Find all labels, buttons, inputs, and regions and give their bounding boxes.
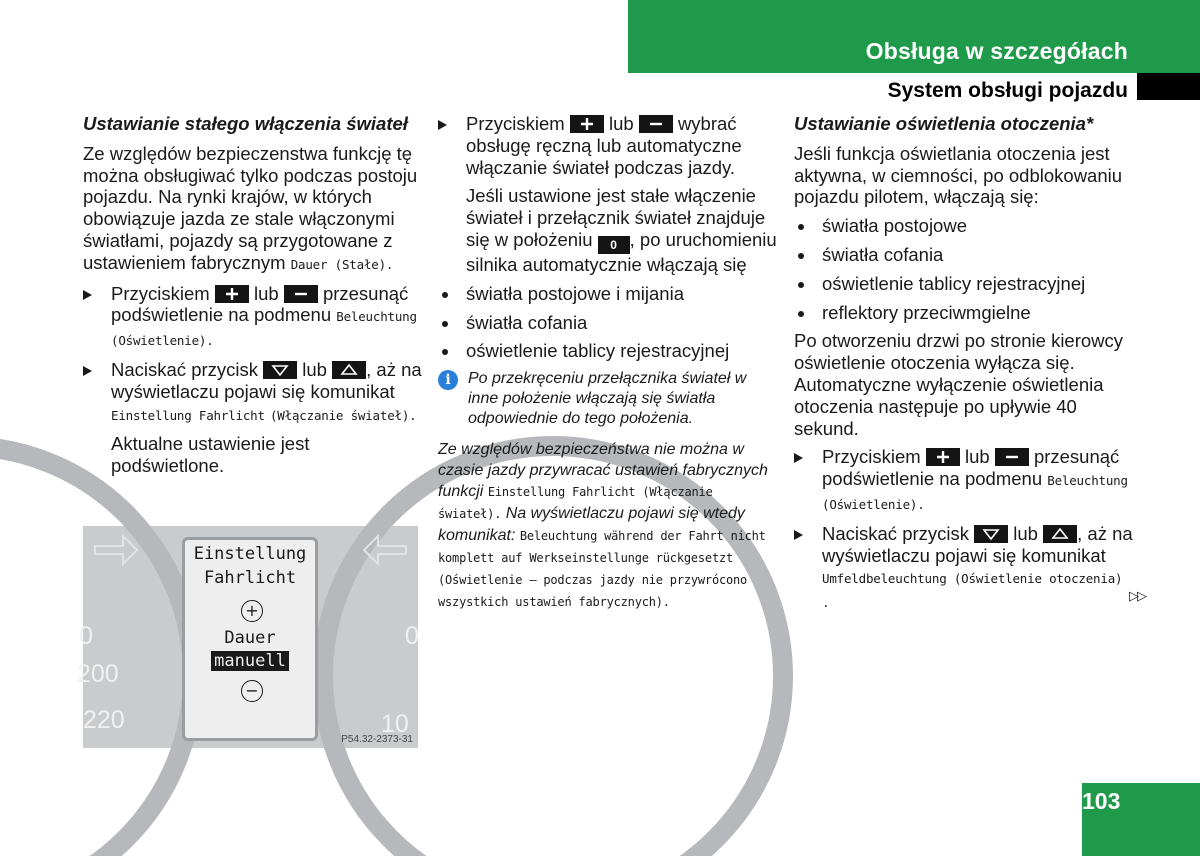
instrument-cluster-figure: [77, 526, 419, 748]
plus-key-icon: [570, 115, 604, 133]
info-icon: i: [438, 370, 458, 390]
step-arrow-icon: [438, 120, 447, 130]
list-item: reflektory przeciwmgielne: [794, 302, 1134, 324]
code-text: Umfeldbeleuchtung (Oświetlenie otoczenia) .: [822, 571, 1123, 611]
display-option-selected: manuell: [185, 651, 315, 671]
column-middle: [438, 113, 778, 613]
list-item: światła cofania: [794, 244, 1134, 266]
key-zero-icon: 0: [598, 236, 630, 254]
instruction-step: Przyciskiem lub wybrać obsługę ręczną lub automatyczne włączanie świateł podczas jazdy.: [438, 113, 778, 178]
gauge-label: 220: [83, 706, 125, 734]
list-item: światła cofania: [438, 312, 778, 334]
gauge-label: 0: [405, 622, 419, 650]
plus-key-icon: [926, 448, 960, 466]
display-line: Einstellung: [193, 544, 307, 564]
gauge-label: 0: [79, 622, 93, 650]
paragraph: Jeśli ustawione jest stałe włączenie świateł i przełącznik świateł znajduje się w położeniu 0 , po uruchomieniu silnika automatycznie włączają się: [466, 185, 777, 275]
continue-marker: ▷▷: [1129, 588, 1145, 603]
page-number: 103: [1082, 788, 1121, 814]
instruction-step: Przyciskiem lub przesunąć podświetlenie na podmenu Beleuchtung (Oświetlenie).: [83, 283, 423, 352]
intro-paragraph: Jeśli funkcja oświetlania otoczenia jest aktywna, w ciemności, po odblokowaniu pojazdu pilotem, włączają się:: [794, 142, 1123, 208]
intro-paragraph: Ze względów bezpieczenstwa funkcję tę można obsługiwać tylko podczas postoju pojazdu. Na rynki krajów, w których obowiązuje jazda ze stale włączonymi światłami, pojazdy są przygotowane z ustawieniem fabrycznym Dauer (Stałe).: [83, 142, 418, 273]
figure-label: P54.32-2373-31: [341, 734, 413, 745]
column-right: [794, 113, 1134, 621]
list-item: światła postojowe: [794, 215, 1134, 237]
code-text: Beleuchtung (Oświetlenie).: [822, 473, 1128, 512]
down-key-icon: [263, 361, 297, 379]
left-arrow-icon: [95, 536, 137, 564]
code-text: Beleuchtung während der Fahrt nicht komplett auf Werkseinstellunge rückgesetzt (Oświetlenie – podczas jazdy nie przywrócono wszystkich ustawień fabrycznych).: [438, 529, 766, 610]
display-option-dauer: Dauer: [224, 628, 276, 648]
step-arrow-icon: [83, 366, 92, 376]
header-tab-marker: [1137, 73, 1200, 100]
instruction-step: Naciskać przycisk lub , aż na wyświetlaczu pojawi się komunikat Einstellung Fahrlicht (Włączanie świateł).: [83, 359, 423, 426]
display-line: Fahrlicht: [203, 568, 297, 588]
heading-ambient-lighting: Ustawianie oświetlenia otoczenia*: [794, 113, 1094, 134]
multifunction-display: [182, 537, 318, 741]
paragraph: Po otworzeniu drzwi po stronie kierowcy oświetlenie otoczenia wyłącza się. Automatyczne wyłączenie oświetlenia otoczenia następuje po upływie 40 sekund.: [794, 330, 1124, 439]
step-arrow-icon: [794, 530, 803, 540]
step-arrow-icon: [794, 453, 803, 463]
instruction-step: Przyciskiem lub przesunąć podświetlenie na podmenu Beleuchtung (Oświetlenie).: [794, 446, 1134, 515]
gauge-label: 200: [77, 660, 119, 688]
code-text: (Włączanie świateł).: [269, 407, 417, 423]
code-text: Dauer (Stałe).: [290, 256, 394, 272]
minus-key-icon: [995, 448, 1029, 466]
minus-key-icon: [284, 285, 318, 303]
up-key-icon: [332, 361, 366, 379]
safety-note: Ze względów bezpieczeństwa nie można w czasie jazdy przywracać ustawień fabrycznych funkcji Einstellung Fahrlicht (Włączanie świateł). Na wyświetlaczu pojawi się wtedy komunikat: Beleuchtung während der Fahrt nicht komplett auf Werkseinstellunge rückgesetzt (Oświetlenie – podczas jazdy nie przywrócono wszystkich ustawień fabrycznych).: [438, 441, 768, 610]
plus-key-icon: [215, 285, 249, 303]
list-item: oświetlenie tablicy rejestracyjnej: [794, 273, 1134, 295]
code-text: Beleuchtung (Oświetlenie).: [111, 309, 417, 349]
list-item: oświetlenie tablicy rejestracyjnej: [438, 340, 778, 362]
code-text: Einstellung Fahrlicht: [111, 407, 265, 423]
step-arrow-icon: [83, 290, 92, 300]
section-subtitle: System obsługi pojazdu: [887, 79, 1128, 102]
gauge-label: 10: [381, 710, 409, 738]
code-text: Einstellung Fahrlicht (Włączanie świateł).: [438, 485, 713, 522]
minus-key-icon: [639, 115, 673, 133]
minus-circle-icon: −: [241, 680, 263, 702]
result-text: Aktualne ustawienie jest podświetlone.: [111, 433, 310, 477]
info-note: i Po przekręceniu przełącznika świateł w inne położenie włączają się światła odpowiednie do tego położenia.: [438, 369, 778, 429]
section-title: Obsługa w szczegółach: [865, 38, 1128, 64]
column-left: [83, 113, 423, 484]
up-key-icon: [1043, 525, 1077, 543]
plus-circle-icon: +: [241, 600, 263, 622]
instruction-step: Naciskać przycisk lub , aż na wyświetlaczu pojawi się komunikat Umfeldbeleuchtung (Oświetlenie otoczenia) .: [794, 523, 1134, 614]
list-item: światła postojowe i mijania: [438, 283, 778, 305]
down-key-icon: [974, 525, 1008, 543]
heading-permanent-lights: Ustawianie stałego włączenia świateł: [83, 113, 408, 134]
